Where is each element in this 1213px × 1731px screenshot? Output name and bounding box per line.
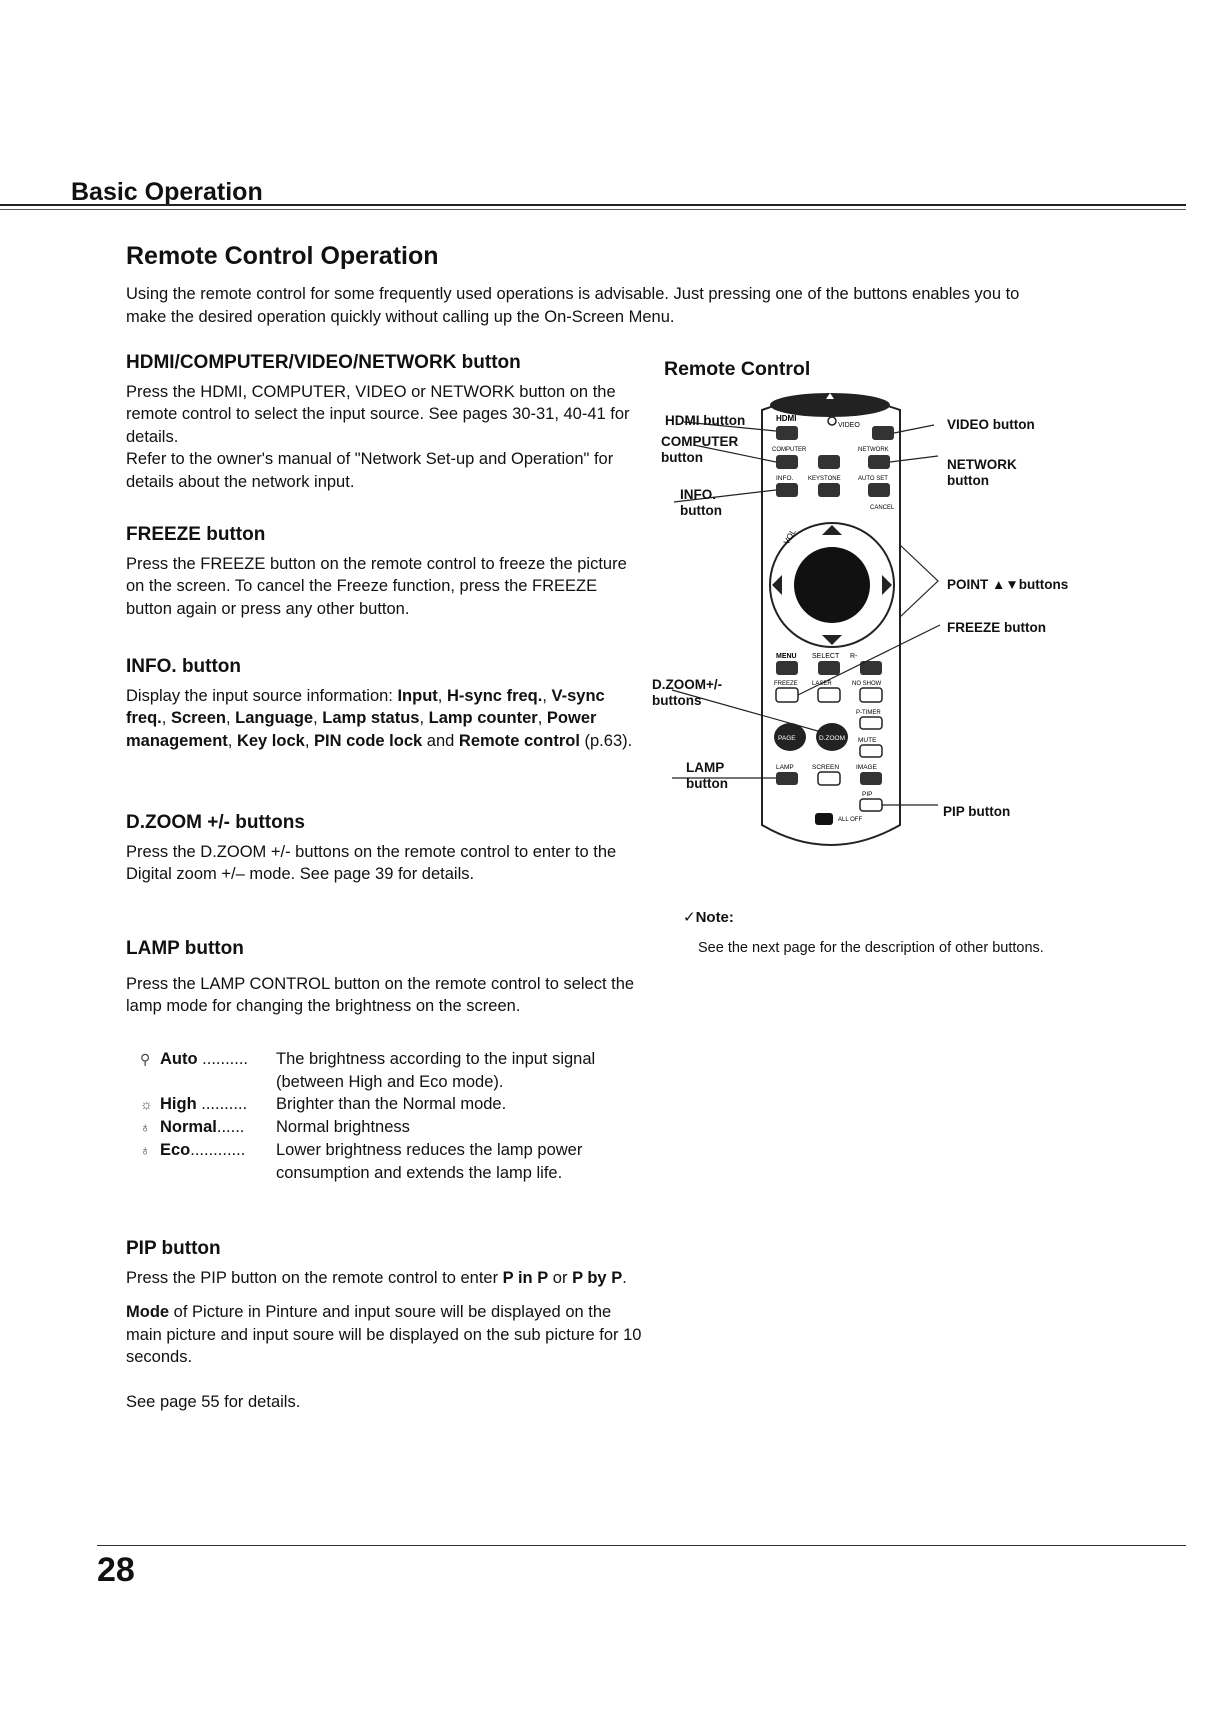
lamp-high-icon: ☼	[140, 1096, 153, 1112]
pip-heading: PIP button	[126, 1238, 221, 1259]
key-label-screen: SCREEN	[812, 764, 840, 771]
pad-left-arrow	[772, 575, 782, 595]
lamp-mode-normal: ♁ Normal......	[140, 1116, 244, 1139]
pip-p2: Mode of Picture in Pinture and input soure will be displayed on the main picture and input soure will be displayed on the sub picture for 10 seconds.	[126, 1303, 642, 1366]
note-text: See the next page for the description of other buttons.	[698, 940, 1044, 956]
label-network-2: button	[947, 473, 989, 488]
label-network-1: NETWORK	[947, 457, 1017, 472]
label-info-2: button	[680, 503, 722, 518]
key-label-cancel: CANCEL	[870, 505, 895, 511]
lamp-mode-high: ☼ High ..........	[140, 1093, 247, 1116]
lamp-mode-auto: ⚲ Auto ..........	[140, 1048, 248, 1071]
info-item: V-sync freq.	[126, 686, 605, 727]
key-label-r: R-	[850, 653, 858, 660]
remote-title: Remote Control	[664, 358, 811, 380]
label-dzoom-2: buttons	[652, 693, 702, 708]
section-freeze	[126, 524, 646, 620]
label-computer-2: button	[661, 450, 703, 465]
label-point: POINT ▲▼buttons	[947, 577, 1069, 592]
network-key	[868, 455, 890, 469]
lamp-high-desc: Brighter than the Normal mode.	[276, 1095, 507, 1113]
laser-key	[818, 688, 840, 702]
key-label-hdmi: HDMI	[776, 414, 797, 423]
power-led	[828, 417, 836, 425]
key-label-dzoom: D.ZOOM	[819, 735, 845, 742]
dzoom-p1: Press the D.ZOOM +/- buttons on the remote control to enter to the Digital zoom +/– mode. See page 39 for details.	[126, 842, 617, 883]
key-label-network: NETWORK	[858, 447, 889, 453]
mute-key	[860, 745, 882, 757]
input-p2: Refer to the owner's manual of "Network Set-up and Operation" for details about the network input.	[126, 450, 614, 491]
info-item: Power management	[126, 709, 597, 750]
section-title: Basic Operation	[71, 178, 263, 206]
key-label-lamp: LAMP	[776, 764, 794, 771]
key-label-ptimer: P-TIMER	[856, 710, 881, 716]
section-pip	[126, 1238, 646, 1413]
image-key	[860, 772, 882, 785]
info-heading: INFO. button	[126, 656, 242, 677]
key-label-pip: PIP	[862, 791, 873, 798]
lamp-mode-eco: ♁ Eco............	[140, 1139, 245, 1162]
section-info	[126, 656, 646, 752]
select-key	[818, 661, 840, 675]
info-item-last: Remote control	[458, 731, 580, 750]
label-video: VIDEO button	[947, 417, 1035, 432]
key-label-vol: VOL	[781, 527, 798, 546]
key-label-autoset: AUTO SET	[858, 476, 888, 482]
lamp-p1: Press the LAMP CONTROL button on the remote control to select the lamp mode for changing the brightness on the screen.	[126, 974, 635, 1015]
lamp-eco-icon: ♁	[140, 1142, 151, 1158]
lamp-eco-desc: Lower brightness reduces the lamp power consumption and extends the lamp life.	[276, 1141, 583, 1182]
info-item: PIN code lock	[314, 731, 423, 750]
label-info-1: INFO.	[680, 487, 716, 502]
pip-p1: Press the PIP button on the remote control to enter P in P or P by P.	[126, 1268, 627, 1287]
all-off-switch	[815, 813, 833, 825]
computer-key	[776, 455, 798, 469]
key-label-noshow: NO SHOW	[852, 681, 882, 687]
label-pip: PIP button	[943, 804, 1011, 819]
info-item: Lamp counter	[428, 709, 538, 727]
key-label-keystone: KEYSTONE	[808, 476, 841, 482]
autoset-key	[868, 483, 890, 497]
section-dzoom	[126, 812, 646, 886]
pointer-pad-center	[794, 547, 870, 623]
info-tail: (p.63).	[579, 731, 633, 750]
key-label-mute: MUTE	[858, 737, 877, 744]
lamp-normal-icon: ♁	[140, 1119, 151, 1135]
lamp-auto-desc: The brightness according to the input signal (between High and Eco mode).	[276, 1050, 596, 1091]
info-paragraph: Display the input source information: Input, H-sync freq., V-sync freq., Screen, Language, Lamp status, Lamp counter, Power management, Key lock, PIN code lock and Remote control (p.63).	[126, 686, 633, 750]
key-label-video: VIDEO	[838, 422, 860, 429]
section-input	[126, 352, 646, 493]
input-heading: HDMI/COMPUTER/VIDEO/NETWORK button	[126, 352, 521, 373]
info-lead: Display the input source information:	[126, 686, 398, 705]
pad-up-arrow	[822, 525, 842, 535]
freeze-key	[776, 688, 798, 702]
lamp-auto-icon: ⚲	[140, 1051, 151, 1067]
key-label-select: SELECT	[812, 653, 840, 660]
key-label-image: IMAGE	[856, 764, 877, 771]
pad-down-arrow	[822, 635, 842, 645]
label-hdmi: HDMI button	[665, 413, 746, 428]
info-item: Screen	[170, 709, 226, 727]
info-item: H-sync freq.	[446, 686, 543, 705]
key-label-computer: COMPUTER	[772, 447, 807, 453]
pad-right-arrow	[882, 575, 892, 595]
key-label-menu: MENU	[776, 653, 797, 660]
leader-point	[900, 545, 938, 617]
key-label-page: PAGE	[778, 735, 796, 742]
lamp-key	[776, 772, 798, 785]
note-title: ✓Note:	[683, 909, 734, 926]
freeze-heading: FREEZE button	[126, 524, 266, 545]
noshow-key	[860, 688, 882, 702]
section-lamp	[126, 938, 646, 1018]
header-rule	[0, 204, 1186, 206]
info-and: and	[422, 731, 459, 750]
leader-network	[890, 456, 938, 462]
ptimer-key	[860, 717, 882, 729]
menu-key	[776, 661, 798, 675]
key-label-freeze: FREEZE	[774, 681, 798, 687]
lamp-heading: LAMP button	[126, 938, 244, 959]
key-label-all-off: ALL OFF	[838, 817, 863, 823]
lamp-normal-desc: Normal brightness	[276, 1118, 410, 1136]
freeze-p1: Press the FREEZE button on the remote control to freeze the picture on the screen. To cancel the Freeze function, press the FREEZE button again or press any other button.	[126, 554, 627, 618]
extra-key	[818, 455, 840, 469]
label-lamp-2: button	[686, 776, 728, 791]
key-label-info: INFO.	[776, 475, 794, 482]
label-lamp-1: LAMP	[686, 760, 725, 775]
dzoom-heading: D.ZOOM +/- buttons	[126, 812, 305, 833]
info-item: Input	[397, 686, 438, 705]
pip-p3: See page 55 for details.	[126, 1392, 301, 1411]
screen-key	[818, 772, 840, 785]
info-item: Key lock	[236, 731, 305, 750]
hdmi-key	[776, 426, 798, 440]
input-p1: Press the HDMI, COMPUTER, VIDEO or NETWORK button on the remote control to select the input source. See pages 30-31, 40-41 for details.	[126, 382, 630, 446]
label-dzoom-1: D.ZOOM+/-	[652, 677, 723, 692]
key-label-laser: LASER	[812, 681, 832, 687]
info-item: Language	[235, 709, 314, 727]
keystone-key	[818, 483, 840, 497]
page-number: 28	[97, 1551, 135, 1589]
pip-key	[860, 799, 882, 811]
video-key	[872, 426, 894, 440]
label-freeze: FREEZE button	[947, 620, 1046, 635]
info-key	[776, 483, 798, 497]
info-item: Lamp status	[322, 709, 420, 727]
intro-paragraph: Using the remote control for some frequently used operations is advisable. Just pressing one of the buttons enables you to make the desired operation quickly without calling up the On-Screen Menu.	[126, 285, 1020, 326]
footer-rule	[97, 1545, 1186, 1546]
label-computer-1: COMPUTER	[661, 434, 739, 449]
header-rule-thin	[0, 209, 1186, 210]
page-title: Remote Control Operation	[126, 242, 439, 270]
